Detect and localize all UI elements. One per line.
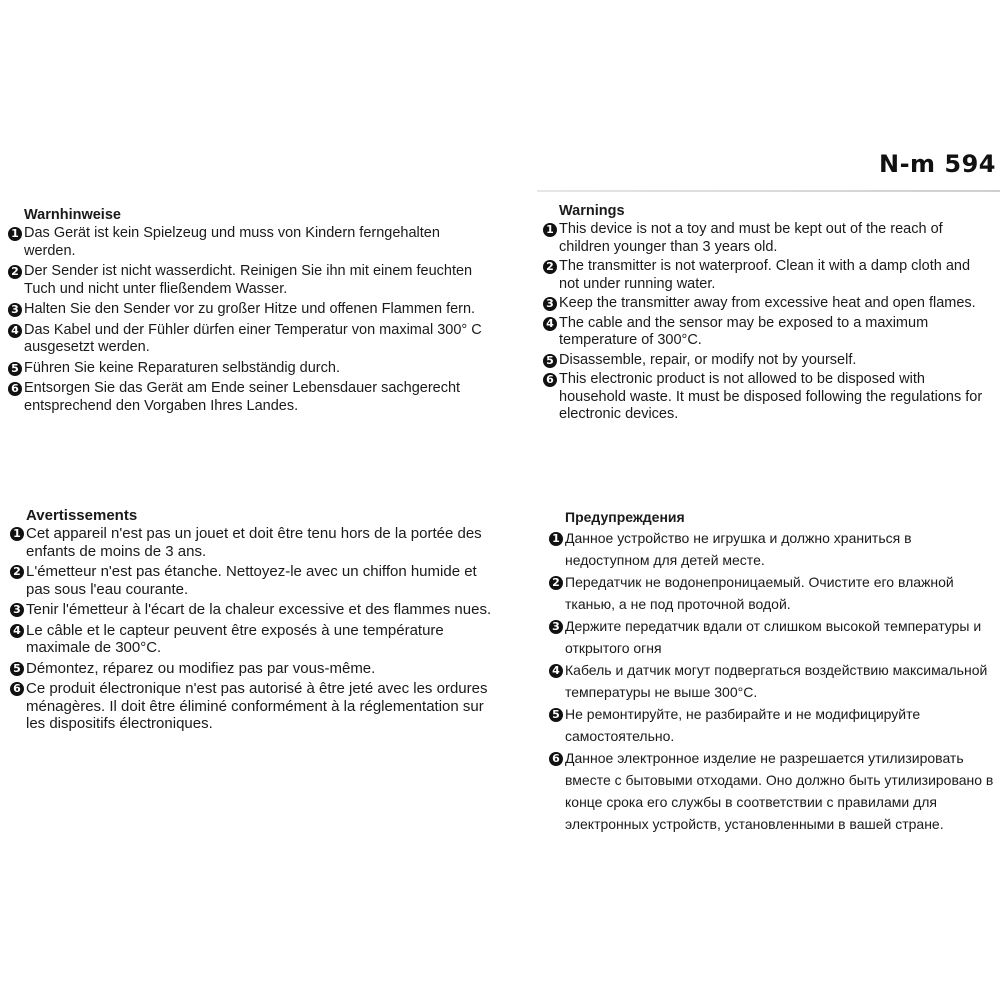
warning-text: Передатчик не водонепроницаемый. Очистите его влажной тканью, а не под проточной водой. — [565, 574, 954, 612]
warning-item-4 — [8, 322, 483, 357]
warning-text: The transmitter is not waterproof. Clean it with a damp cloth and not under running water. — [559, 258, 971, 292]
number-4-badge-icon: 4 — [543, 317, 557, 331]
number-4-badge-icon: 4 — [549, 664, 563, 678]
document-id: N-m 594 — [878, 150, 996, 178]
number-6-badge-icon: 6 — [8, 382, 22, 396]
warning-item-2 — [543, 258, 993, 293]
warning-item-1 — [8, 225, 483, 260]
number-5-badge-icon: 5 — [543, 354, 557, 368]
warning-text: Данное устройство не игрушка и должно храниться в недоступном для детей месте. — [565, 530, 912, 568]
warning-item-2 — [8, 263, 483, 298]
warning-item-6 — [8, 380, 483, 415]
warning-text: Кабель и датчик могут подвергаться воздействию максимальной температуры не выше 300°C. — [565, 662, 988, 700]
number-1-badge-icon: 1 — [543, 223, 557, 237]
warning-item-1 — [10, 525, 500, 560]
number-1-badge-icon: 1 — [10, 527, 24, 541]
number-2-badge-icon: 2 — [10, 565, 24, 579]
warning-item-3 — [543, 295, 993, 313]
warning-item-4 — [549, 659, 997, 703]
number-2-badge-icon: 2 — [543, 260, 557, 274]
number-5-badge-icon: 5 — [549, 708, 563, 722]
number-5-badge-icon: 5 — [8, 362, 22, 376]
warning-text: Entsorgen Sie das Gerät am Ende seiner Lebensdauer sachgerecht entsprechend den Vorgaben Ihres Landes. — [24, 380, 461, 414]
warning-item-5 — [10, 660, 500, 678]
warning-text: Tenir l'émetteur à l'écart de la chaleur excessive et des flammes nues. — [26, 601, 492, 618]
warning-item-5 — [8, 360, 483, 378]
number-5-badge-icon: 5 — [10, 662, 24, 676]
number-6-badge-icon: 6 — [543, 373, 557, 387]
number-4-badge-icon: 4 — [8, 324, 22, 338]
number-3-badge-icon: 3 — [549, 620, 563, 634]
warning-text: Держите передатчик вдали от слишком высокой температуры и открытого огня — [565, 618, 982, 656]
warning-item-6 — [549, 747, 997, 835]
warning-item-1 — [549, 527, 997, 571]
warning-item-2 — [10, 563, 500, 598]
warnings-section-english — [543, 203, 993, 426]
warning-text: Der Sender ist nicht wasserdicht. Reinigen Sie ihn mit einem feuchten Tuch und nicht unter fließendem Wasser. — [24, 263, 473, 297]
warning-text: Le câble et le capteur peuvent être exposés à une température maximale de 300°C. — [26, 621, 444, 656]
warning-item-2 — [549, 571, 997, 615]
warnings-section-french — [10, 507, 500, 736]
warning-text: Démontez, réparez ou modifiez pas par vous-même. — [26, 659, 376, 677]
number-4-badge-icon: 4 — [10, 624, 24, 638]
number-1-badge-icon: 1 — [549, 532, 563, 546]
number-6-badge-icon: 6 — [549, 752, 563, 766]
warning-text: The cable and the sensor may be exposed to a maximum temperature of 300°C. — [559, 314, 929, 348]
warning-text: Не ремонтируйте, не разбирайте и не модифицируйте самостоятельно. — [565, 706, 921, 744]
warning-text: Cet appareil n'est pas un jouet et doit être tenu hors de la portée des enfants de moins de 3 ans. — [26, 525, 482, 560]
warning-text: Halten Sie den Sender vor zu großer Hitze und offenen Flammen fern. — [24, 301, 476, 317]
section-heading: Warnhinweise — [24, 207, 121, 223]
warning-item-5 — [549, 703, 997, 747]
warning-text: This device is not a toy and must be kept out of the reach of children younger than 3 years old. — [559, 221, 943, 255]
warning-item-4 — [543, 315, 993, 350]
warnings-section-german — [8, 207, 483, 418]
warning-text: Das Kabel und der Fühler dürfen einer Temperatur von maximal 300° C ausgesetzt werden. — [24, 321, 482, 355]
warning-text: Disassemble, repair, or modify not by yourself. — [559, 351, 857, 368]
number-3-badge-icon: 3 — [8, 303, 22, 317]
number-3-badge-icon: 3 — [10, 603, 24, 617]
warning-item-6 — [543, 371, 993, 424]
warning-text: Данное электронное изделие не разрешается утилизировать вместе с бытовыми отходами. Оно должно быть утилизировано в конце срока его службы в соответствии с правилами для электронных устройств, установленными в вашей стране. — [565, 750, 994, 832]
warning-item-4 — [10, 622, 500, 657]
warning-text: Keep the transmitter away from excessive heat and open flames. — [559, 295, 976, 311]
warning-text: Das Gerät ist kein Spielzeug und muss von Kindern ferngehalten werden. — [24, 225, 440, 259]
warnings-section-russian — [549, 508, 997, 835]
number-3-badge-icon: 3 — [543, 297, 557, 311]
number-6-badge-icon: 6 — [10, 682, 24, 696]
number-2-badge-icon: 2 — [549, 576, 563, 590]
number-1-badge-icon: 1 — [8, 227, 22, 241]
section-heading: Предупреждения — [565, 509, 685, 525]
warning-item-1 — [543, 221, 993, 256]
section-heading: Avertissements — [26, 507, 138, 524]
warning-text: L'émetteur n'est pas étanche. Nettoyez-le avec un chiffon humide et pas sous l'eau courante. — [26, 563, 477, 598]
warning-item-3 — [8, 301, 483, 319]
number-2-badge-icon: 2 — [8, 265, 22, 279]
warning-item-3 — [10, 601, 500, 619]
warning-text: Ce produit électronique n'est pas autorisé à être jeté avec les ordures ménagères. Il doit être éliminé conformément à la réglementation sur les dispositifs électroniques. — [26, 680, 488, 732]
section-heading: Warnings — [559, 203, 625, 219]
warning-item-5 — [543, 352, 993, 370]
warning-text: This electronic product is not allowed to be disposed with household waste. It must be disposed following the regulations for electronic devices. — [559, 371, 983, 422]
header-divider — [537, 190, 1000, 192]
warning-item-3 — [549, 615, 997, 659]
warning-text: Führen Sie keine Reparaturen selbständig durch. — [24, 359, 340, 376]
warning-item-6 — [10, 680, 500, 733]
